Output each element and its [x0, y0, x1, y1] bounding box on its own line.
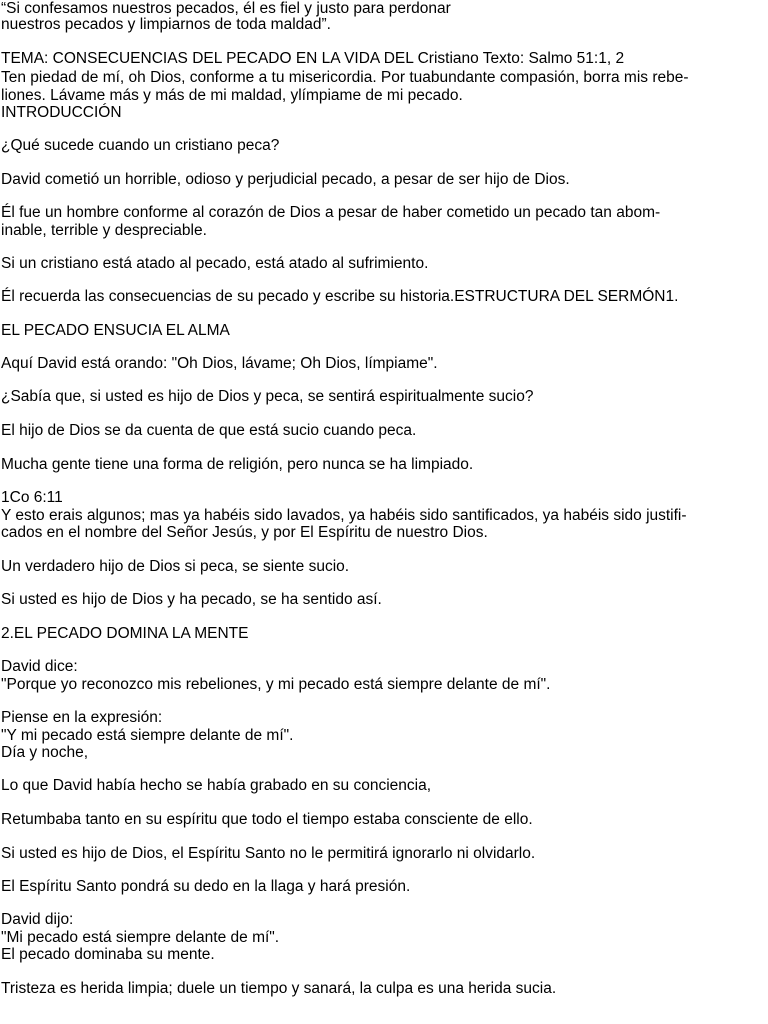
- psalm-text-line-2: liones. Lávame más y más de mi maldad, ylímpiame de mi pecado.: [1, 87, 463, 104]
- quote-before-me: "Y mi pecado está siempre delante de mí".: [1, 727, 294, 744]
- section-heading-1: EL PECADO ENSUCIA EL ALMA: [1, 322, 230, 339]
- paragraph-conscience: Lo que David había hecho se había grabado en su conciencia,: [1, 777, 432, 794]
- scripture-text-line-1: Y esto erais algunos; mas ya habéis sido lavados, ya habéis sido santificados, ya habéis sido justifi-: [1, 507, 687, 524]
- paragraph-bound: Si un cristiano está atado al pecado, está atado al sufrimiento.: [1, 255, 429, 272]
- paragraph-think: Piense en la expresión:: [1, 709, 163, 726]
- psalm-text-line-1: Ten piedad de mí, oh Dios, conforme a tu misericordia. Por tuabundante compasión, borra mis rebe-: [1, 69, 689, 86]
- paragraph-echoed: Retumbaba tanto en su espíritu que todo el tiempo estaba consciente de ello.: [1, 811, 533, 828]
- paragraph-structure: Él recuerda las consecuencias de su pecado y escribe su historia.ESTRUCTURA DEL SERMÓN1.: [1, 288, 679, 305]
- paragraph-pressure: El Espíritu Santo pondrá su dedo en la llaga y hará presión.: [1, 878, 411, 895]
- paragraph-question: ¿Qué sucede cuando un cristiano peca?: [1, 137, 280, 154]
- epigraph-line-1: “Si confesamos nuestros pecados, él es fiel y justo para perdonar: [1, 0, 451, 17]
- paragraph-heart-line-1: Él fue un hombre conforme al corazón de Dios a pesar de haber cometido un pecado tan abom-: [1, 204, 661, 221]
- paragraph-heart-line-2: inable, terrible y despreciable.: [1, 222, 207, 239]
- paragraph-david-sin: David cometió un horrible, odioso y perjudicial pecado, a pesar de ser hijo de Dios.: [1, 171, 570, 188]
- paragraph-david-said: David dijo:: [1, 911, 74, 928]
- paragraph-day-night: Día y noche,: [1, 744, 89, 761]
- quote-my-sin: "Mi pecado está siempre delante de mí".: [1, 929, 280, 946]
- paragraph-dominated: El pecado dominaba su mente.: [1, 946, 215, 963]
- paragraph-holy-spirit: Si usted es hijo de Dios, el Espíritu Santo no le permitirá ignorarlo ni olvidarlo.: [1, 845, 536, 862]
- scripture-text-line-2: cados en el nombre del Señor Jesús, y por El Espíritu de nuestro Dios.: [1, 524, 488, 541]
- paragraph-dirty: ¿Sabía que, si usted es hijo de Dios y peca, se sentirá espiritualmente sucio?: [1, 388, 534, 405]
- paragraph-true-child: Un verdadero hijo de Dios si peca, se siente sucio.: [1, 558, 350, 575]
- introduction-heading: INTRODUCCIÓN: [1, 104, 122, 121]
- epigraph-line-2: nuestros pecados y limpiarnos de toda maldad”.: [1, 16, 331, 33]
- paragraph-felt: Si usted es hijo de Dios y ha pecado, se ha sentido así.: [1, 591, 382, 608]
- paragraph-religion: Mucha gente tiene una forma de religión, pero nunca se ha limpiado.: [1, 456, 474, 473]
- paragraph-realizes: El hijo de Dios se da cuenta de que está sucio cuando peca.: [1, 422, 417, 439]
- paragraph-prayer: Aquí David está orando: "Oh Dios, lávame; Oh Dios, límpiame".: [1, 355, 438, 372]
- scripture-reference: 1Co 6:11: [1, 489, 63, 506]
- section-heading-2: 2.EL PECADO DOMINA LA MENTE: [1, 625, 249, 642]
- theme-heading: TEMA: CONSECUENCIAS DEL PECADO EN LA VIDA DEL Cristiano Texto: Salmo 51:1, 2: [1, 50, 625, 67]
- quote-rebellions: "Porque yo reconozco mis rebeliones, y mi pecado está siempre delante de mí".: [1, 676, 551, 693]
- paragraph-sadness: Tristeza es herida limpia; duele un tiempo y sanará, la culpa es una herida sucia.: [1, 980, 557, 997]
- paragraph-david-says: David dice:: [1, 658, 78, 675]
